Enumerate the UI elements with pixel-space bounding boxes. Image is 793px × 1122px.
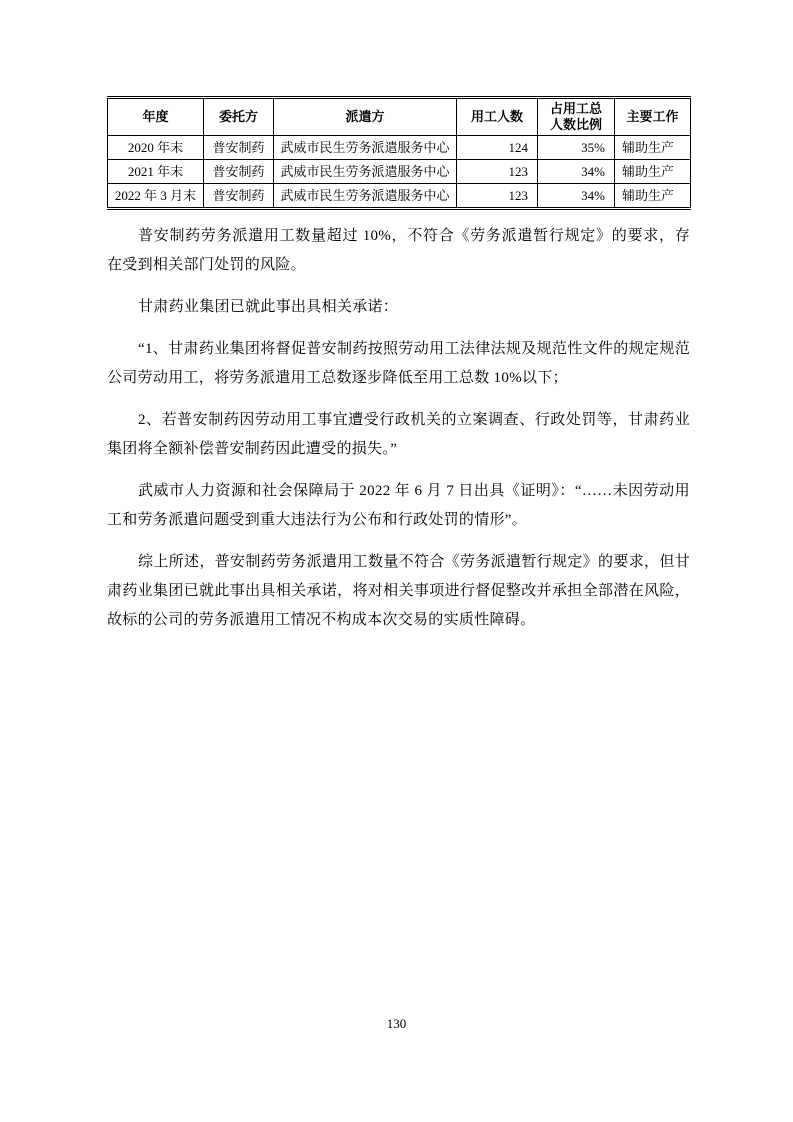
table-row [108,184,691,209]
table-header-row [108,98,691,136]
cell-main-work: 辅助生产 [615,160,691,184]
cell-client: 普安制药 [204,160,274,184]
header-client: 委托方 [204,98,274,136]
header-worker-ratio: 占用工总 人数比例 [538,98,615,136]
paragraph-commitment-intro: 甘肃药业集团已就此事出具相关承诺： [138,299,399,315]
cell-worker-count: 123 [457,184,538,209]
cell-dispatcher: 武威市民生劳务派遣服务中心 [274,136,457,160]
table-row [108,136,691,160]
cell-client: 普安制药 [204,184,274,209]
cell-worker-ratio: 34% [538,160,615,184]
page-content [107,96,690,635]
cell-worker-ratio: 35% [538,136,615,160]
cell-year: 2021 年末 [108,160,204,184]
table-row [108,160,691,184]
paragraph-commitment-item-2: 2、若普安制药因劳动用工事宜遭受行政机关的立案调查、行政处罚等，甘肃药业集团将全额补偿普安制药因此遭受的损失。” [107,412,690,457]
cell-worker-count: 123 [457,160,538,184]
paragraph-conclusion: 综上所述，普安制药劳务派遣用工数量不符合《劳务派遣暂行规定》的要求，但甘肃药业集团已就此事出具相关承诺，将对相关事项进行督促整改并承担全部潜在风险，故标的公司的劳务派遣用工情况不构成本次交易的实质性障碍。 [107,554,690,628]
header-main-work: 主要工作 [615,98,691,136]
cell-dispatcher: 武威市民生劳务派遣服务中心 [274,184,457,209]
cell-year: 2022 年 3 月末 [108,184,204,209]
page-number: 130 [386,1016,407,1031]
cell-year: 2020 年末 [108,136,204,160]
cell-worker-count: 124 [457,136,538,160]
header-worker-count: 用工人数 [457,98,538,136]
header-dispatcher: 派遣方 [274,98,457,136]
header-year: 年度 [108,98,204,136]
cell-worker-ratio: 34% [538,184,615,209]
cell-main-work: 辅助生产 [615,184,691,209]
paragraph-commitment-item-1: “1、甘肃药业集团将督促普安制药按照劳动用工法律法规及规范性文件的规定规范公司劳动用工，将劳务派遣用工总数逐步降低至用工总数 10%以下； [107,341,690,386]
paragraph-certificate: 武威市人力资源和社会保障局于 2022 年 6 月 7 日出具《证明》：“……未因劳动用工和劳务派遣问题受到重大违法行为公布和行政处罚的情形”。 [107,483,690,528]
labor-dispatch-table [107,96,691,210]
paragraph-risk-statement: 普安制药劳务派遣用工数量超过 10%，不符合《劳务派遣暂行规定》的要求，存在受到相关部门处罚的风险。 [107,228,690,273]
cell-main-work: 辅助生产 [615,136,691,160]
cell-client: 普安制药 [204,136,274,160]
cell-dispatcher: 武威市民生劳务派遣服务中心 [274,160,457,184]
